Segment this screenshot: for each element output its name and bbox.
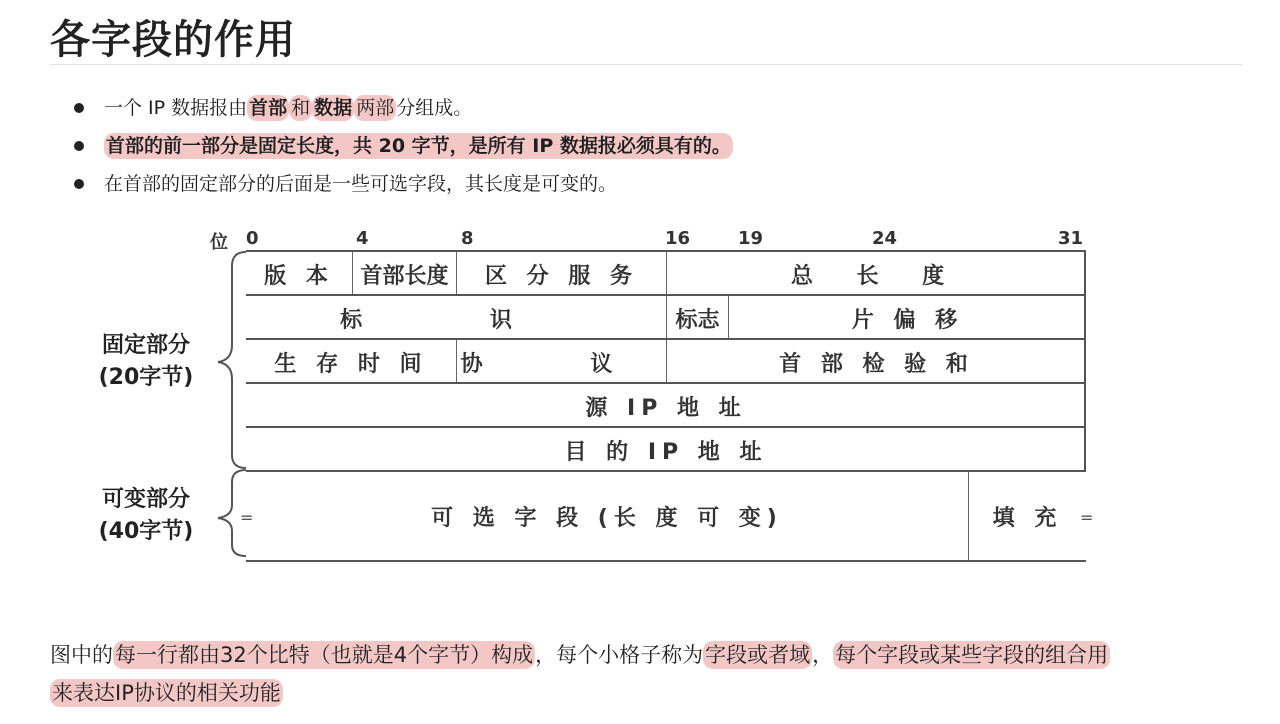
bit-tick: 31	[1058, 228, 1084, 249]
field-header-length: 首部长度	[352, 252, 456, 296]
variable-part-size: (40字节)	[98, 519, 194, 544]
bit-tick: 0	[246, 228, 259, 249]
bit-tick: 24	[872, 228, 898, 249]
bit-label-prefix: 位	[210, 232, 228, 253]
fixed-part-label	[86, 330, 206, 394]
bullet-text: 分组成。	[396, 97, 473, 119]
equal-mark-right: =	[1080, 508, 1094, 527]
highlight-field-combination: 每个字段或某些字段的组合用	[835, 643, 1109, 667]
bullet-text: 在首部的固定部分的后面是一些可选字段，其长度是可变的。	[104, 173, 618, 195]
bullet-text: 一个 IP 数据报由	[104, 97, 248, 119]
field-diff-services: 区 分 服 务	[456, 252, 666, 296]
highlight-two-parts: 两部	[356, 97, 395, 119]
field-identification: 标 识	[340, 307, 572, 333]
para-text: ，	[812, 643, 834, 667]
variable-part-label	[86, 484, 206, 548]
field-source-ip: 源 IP 地 址	[585, 395, 747, 421]
highlight-protocol-function: 来表达IP协议的相关功能	[52, 681, 281, 705]
field-version: 版 本	[264, 263, 334, 289]
bit-tick: 19	[738, 228, 764, 249]
field-options: 可 选 字 段 (长 度 可 变)	[431, 505, 783, 531]
field-fragment-offset: 片 偏 移	[728, 296, 1086, 340]
field-total-length: 总 长 度	[666, 252, 1086, 296]
bit-tick: 8	[461, 228, 474, 249]
fixed-part-title: 固定部分	[101, 333, 190, 358]
fixed-part-brace	[218, 252, 246, 468]
bullet-text-highlighted: 首部的前一部分是固定长度，共 20 字节，是所有 IP 数据报必须具有的。	[106, 135, 731, 157]
highlight-data: 数据	[314, 97, 353, 119]
highlight-and: 和	[291, 97, 311, 119]
fixed-part-size: (20字节)	[98, 365, 194, 390]
equal-mark-left: =	[240, 508, 254, 527]
variable-part-title: 可变部分	[101, 487, 190, 512]
page-title: 各字段的作用	[50, 17, 296, 63]
para-text: 图中的	[50, 643, 113, 667]
field-padding: 填 充	[968, 472, 1086, 560]
bit-tick: 16	[665, 228, 691, 249]
field-destination-ip: 目 的 IP 地 址	[564, 439, 768, 465]
highlight-field-domain: 字段或者域	[705, 643, 811, 667]
field-header-checksum: 首 部 检 验 和	[666, 340, 1086, 384]
highlight-row-bits: 每一行都由32个比特（也就是4个字节）构成	[115, 643, 534, 667]
field-flags: 标志	[666, 296, 728, 340]
field-ttl: 生 存 时 间	[274, 351, 428, 377]
field-protocol: 协 议	[456, 340, 666, 384]
highlight-header: 首部	[249, 97, 288, 119]
explanation-paragraph	[50, 636, 1240, 712]
para-text: ，每个小格子称为	[535, 643, 704, 667]
bit-tick: 4	[356, 228, 369, 249]
